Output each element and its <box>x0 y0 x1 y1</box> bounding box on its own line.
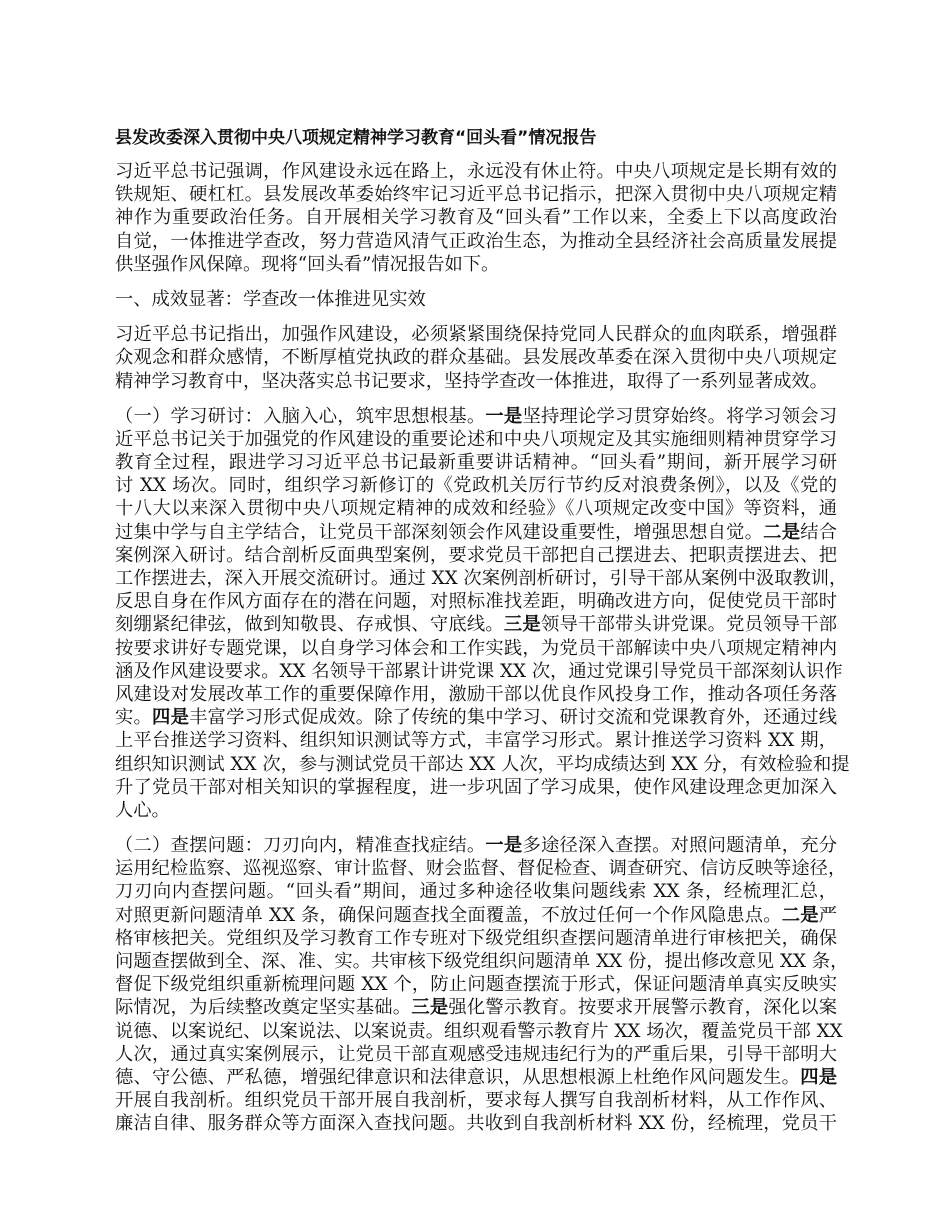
text-segment: 廉洁自律、服务群众等方面深入查找问题。共收到自我剖析材料 XX 份，经梳理，党员干 <box>115 1113 837 1135</box>
text-line <box>115 474 837 497</box>
text-segment: 上平台推送学习资料、组织知识测试等方式，丰富学习形式。累计推送学习资料 XX 期， <box>115 730 837 752</box>
text-segment: 对照更新问题清单 XX 条，确保问题查找全面覆盖，不放过任何一个作风隐患点。 <box>115 904 782 926</box>
text-line <box>115 288 837 311</box>
text-line <box>115 323 837 346</box>
text-line <box>115 776 837 799</box>
document-page <box>115 126 850 1148</box>
text-segment: 风建设对发展改革工作的重要保障作用，激励干部以优良作风投身工作，推动各项任务落 <box>115 683 837 705</box>
text-segment: 铁规矩、硬杠杠。县发展改革委始终牢记习近平总书记指示，把深入贯彻中央八项规定精 <box>115 184 837 206</box>
text-line <box>115 996 837 1019</box>
text-segment: 格审核把关。党组织及学习教育工作专班对下级党组织查摆问题清单进行审核把关，确保 <box>115 927 837 949</box>
text-segment: 结合 <box>800 521 838 543</box>
text-segment: 问题查摆做到全、深、准、实。共审核下级党组织问题清单 XX 份，提出修改意见 XX 条， <box>115 951 849 972</box>
text-segment: 开展自我剖析。组织党员干部开展自我剖析，要求每人撰写自我剖析材料，从工作作风、 <box>115 1090 837 1112</box>
text-segment: 组织知识测试 XX 次，参与测试党员干部达 XX 人次，平均成绩达到 XX 分，有效检验和提 <box>115 753 850 775</box>
text-segment: 习近平总书记强调，作风建设永远在路上，永远没有休止符。中央八项规定是长期有效的 <box>115 161 837 182</box>
text-line <box>115 567 848 590</box>
bold-ordinal: 二是 <box>781 904 819 926</box>
text-segment: 近平总书记关于加强党的作风建设的重要论述和中央八项规定及其实施细则精神贯穿学习 <box>115 428 837 450</box>
text-line <box>115 405 837 428</box>
text-segment: （二）查摆问题：刀刃向内，精准查找症结。 <box>115 835 486 857</box>
text-line <box>115 729 837 752</box>
document-title: 县发改委深入贯彻中央八项规定精神学习教育“回头看”情况报告 <box>115 128 597 148</box>
text-line <box>115 1020 843 1043</box>
text-line <box>115 799 837 822</box>
text-line <box>115 857 847 880</box>
text-line <box>115 1043 837 1066</box>
text-segment: 供坚强作风保障。现将“回头看”情况报告如下。 <box>115 253 500 275</box>
text-segment: 坚持理论学习贯穿始终。将学习领会习 <box>522 405 838 427</box>
text-segment: 神作为重要政治任务。自开展相关学习教育及“回头看”工作以来，全委上下以高度政治 <box>115 207 837 229</box>
bold-ordinal: 一是 <box>485 835 523 857</box>
paragraph <box>115 405 850 822</box>
text-segment: 自觉，一体推进学查改，努力营造风清气正政治生态，为推动全县经济社会高质量发展提 <box>115 230 837 252</box>
section-heading <box>115 288 837 311</box>
text-line <box>115 637 837 660</box>
bold-ordinal: 三是 <box>503 614 541 636</box>
text-segment: 十八大以来深入贯彻中央八项规定精神的成效和经验》《八项规定改变中国》等资料，通 <box>115 498 837 520</box>
text-segment: （一）学习研讨：入脑入心，筑牢思想根基。 <box>115 405 486 427</box>
text-segment: 教育全过程，跟进学习习近平总书记最新重要讲话精神。“回头看”期间，新开展学习研 <box>115 452 837 474</box>
text-line <box>115 497 837 520</box>
paragraph <box>115 160 837 276</box>
text-segment: 说德、以案说纪、以案说法、以案说责。组织观看警示教育片 XX 场次，覆盖党员干部 XX <box>115 1020 843 1042</box>
text-segment: 刻绷紧纪律弦，做到知敬畏、存戒惧、守底线。 <box>115 614 504 636</box>
text-line <box>115 950 849 973</box>
text-line <box>115 753 850 776</box>
text-segment: 按要求讲好专题党课，以自身学习体会和工作实践，为党员干部解读中央八项规定精神内 <box>115 637 837 659</box>
bold-ordinal: 四是 <box>152 707 190 729</box>
text-line <box>115 613 837 636</box>
text-segment: 案例深入研讨。结合剖析反面典型案例，要求党员干部把自己摆进去、把职责摆进去、把 <box>115 544 837 566</box>
text-segment: 习近平总书记指出，加强作风建设，必须紧紧围绕保持党同人民群众的血肉联系，增强群 <box>115 324 837 346</box>
text-segment: 刀刃向内查摆问题。“回头看”期间，通过多种途径收集问题线索 XX 条，经梳理汇总， <box>115 881 837 903</box>
text-segment: 德、守公德、严私德，增强纪律意识和法律意识，从思想根源上杜绝作风问题发生。 <box>115 1066 801 1088</box>
text-segment: 一、成效显著：学查改一体推进见实效 <box>115 288 426 310</box>
bold-ordinal: 二是 <box>763 521 801 543</box>
text-segment: 多途径深入查摆。对照问题清单，充分 <box>522 835 838 857</box>
text-segment: 实。 <box>115 707 153 729</box>
text-segment: 领导干部带头讲党课。党员领导干部 <box>540 614 838 636</box>
text-line <box>115 183 837 206</box>
text-line <box>115 683 837 706</box>
text-segment: 人心。 <box>115 799 170 821</box>
text-line <box>115 927 837 950</box>
text-line <box>115 206 837 229</box>
text-line <box>115 904 837 927</box>
paragraph <box>115 834 849 1135</box>
paragraph <box>115 323 837 393</box>
text-segment: 运用纪检监察、巡视巡察、审计监督、财会监督、督促检查、调查研究、信访反映等途径， <box>115 858 847 880</box>
text-segment: 升了党员干部对相关知识的掌握程度，进一步巩固了学习成果，使作风建设理念更加深入 <box>115 776 837 798</box>
document-body <box>115 160 850 1136</box>
text-segment: 人次，通过真实案例展示，让党员干部直观感受违规违纪行为的严重后果，引导干部明大 <box>115 1043 837 1065</box>
text-line <box>115 973 837 996</box>
text-segment: 强化警示教育。按要求开展警示教育，深化以案 <box>448 997 838 1019</box>
text-line <box>115 834 837 857</box>
text-segment: 精神学习教育中，坚决落实总书记要求，坚持学查改一体推进，取得了一系列显著成效。 <box>115 370 828 392</box>
text-line <box>115 428 837 451</box>
text-segment: 际情况，为后续整改奠定坚实基础。 <box>115 997 412 1019</box>
text-line <box>115 370 837 393</box>
text-line <box>115 160 837 183</box>
text-segment: 涵及作风建设要求。XX 名领导干部累计讲党课 XX 次，通过党课引导党员干部深刻认识作 <box>115 660 843 682</box>
text-line <box>115 544 837 567</box>
text-segment: 众观念和群众感情，不断厚植党执政的群众基础。县发展改革委在深入贯彻中央八项规定 <box>115 347 837 369</box>
text-line <box>115 590 837 613</box>
text-line <box>115 230 837 253</box>
text-segment: 丰富学习形式促成效。除了传统的集中学习、研讨交流和党课教育外，还通过线 <box>189 707 838 729</box>
bold-ordinal: 四是 <box>800 1066 838 1088</box>
text-segment: 工作摆进去，深入开展交流研讨。通过 XX 次案例剖析研讨，引导干部从案例中汲取教训， <box>115 568 848 589</box>
text-line <box>115 1112 837 1135</box>
text-line <box>115 346 837 369</box>
text-line <box>115 660 843 683</box>
text-line <box>115 706 837 729</box>
bold-ordinal: 三是 <box>411 997 449 1019</box>
text-segment: 反思自身在作风方面存在的潜在问题，对照标准找差距，明确改进方向，促使党员干部时 <box>115 591 837 613</box>
text-segment: 讨 XX 场次。同时，组织学习新修订的《党政机关厉行节约反对浪费条例》，以及《党的 <box>115 475 837 497</box>
text-segment: 过集中学与自主学结合，让党员干部深刻领会作风建设重要性，增强思想自觉。 <box>115 521 764 543</box>
text-line <box>115 880 837 903</box>
bold-ordinal: 一是 <box>485 405 523 427</box>
text-line <box>115 1066 837 1089</box>
text-line <box>115 451 837 474</box>
text-segment: 督促下级党组织重新梳理问题 XX 个，防止问题查摆流于形式，保证问题清单真实反映实 <box>115 974 837 996</box>
text-line <box>115 1089 837 1112</box>
text-line <box>115 521 837 544</box>
text-line <box>115 253 837 276</box>
text-segment: 严 <box>818 904 837 926</box>
